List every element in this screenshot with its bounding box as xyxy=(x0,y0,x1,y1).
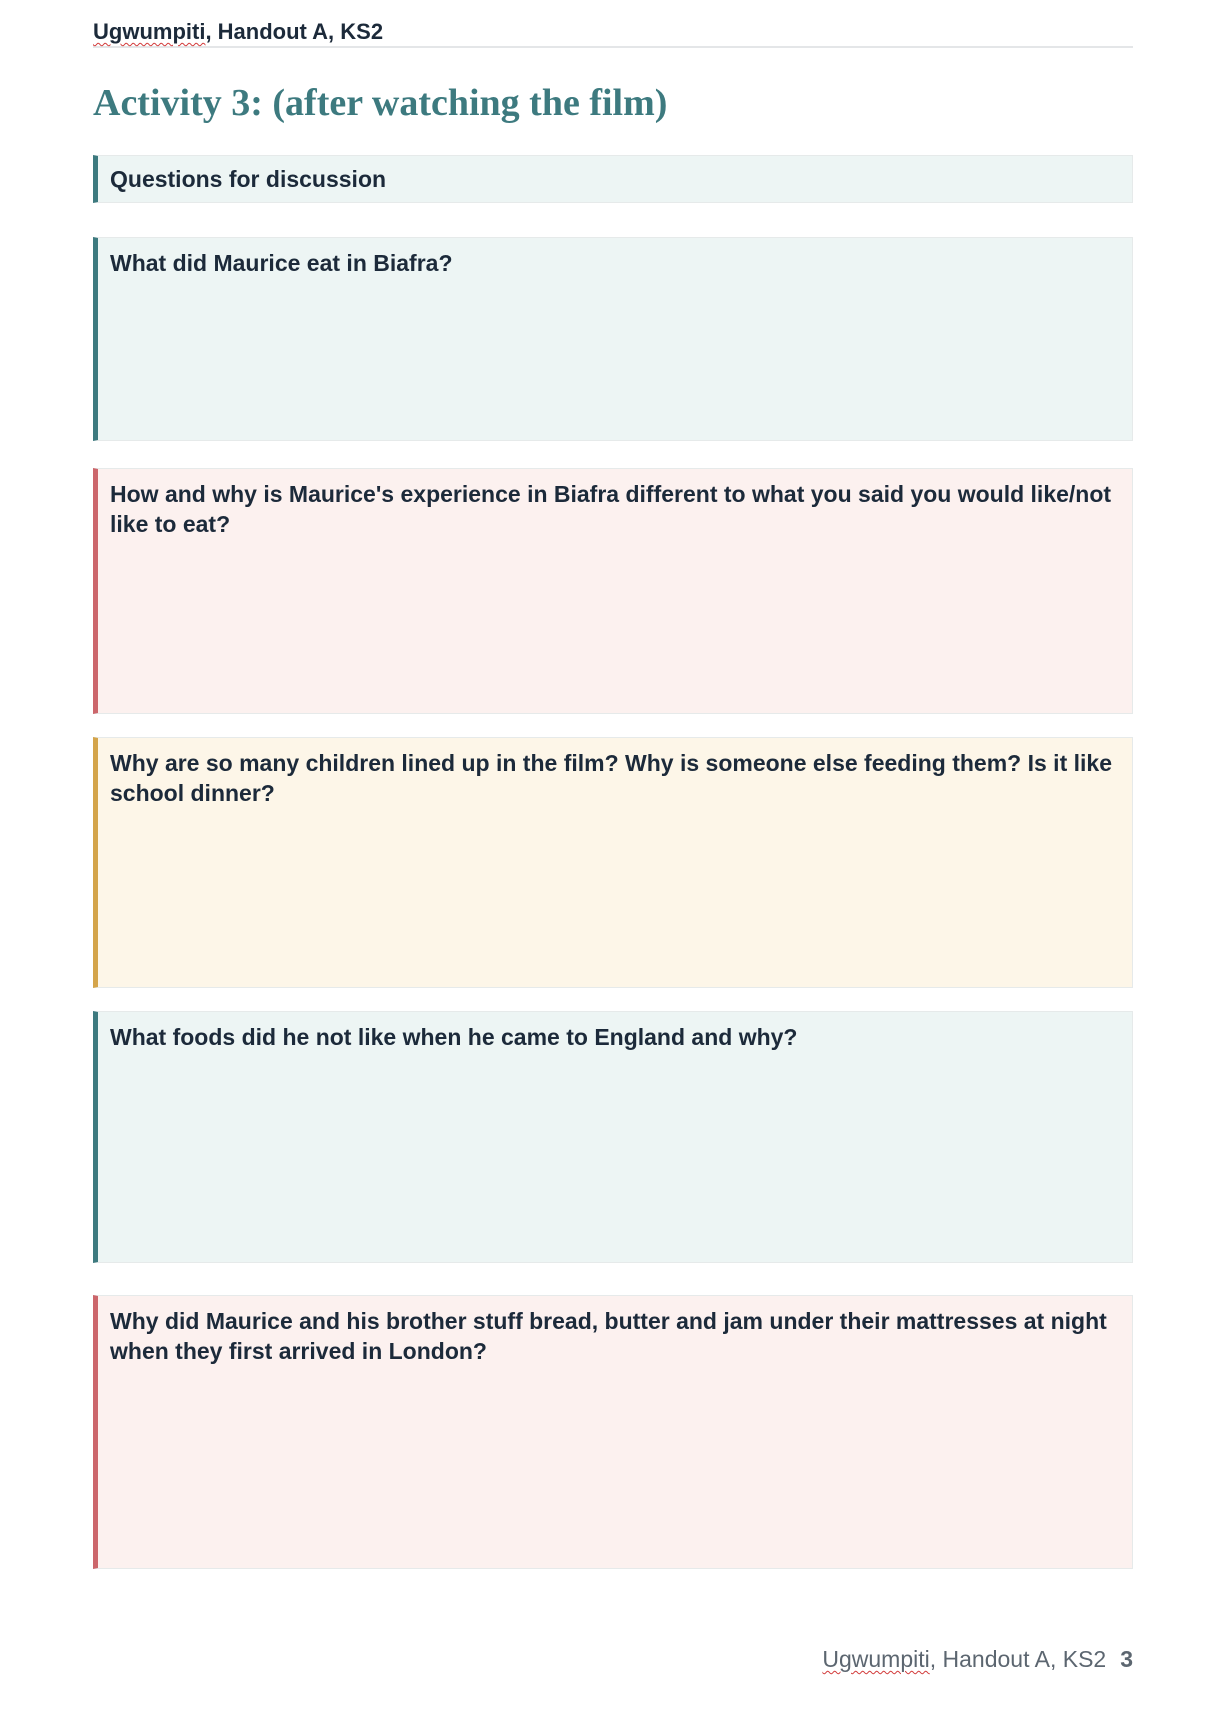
question-box-2[interactable]: How and why is Maurice's experience in Biafra different to what you said you would like/not like to eat? xyxy=(93,468,1133,714)
handout-page xyxy=(93,0,1133,1710)
question-box-3[interactable]: Why are so many children lined up in the film? Why is someone else feeding them? Is it like school dinner? xyxy=(93,737,1133,988)
header-doc-rest: , Handout A, KS2 xyxy=(205,19,384,44)
footer-doc-rest: , Handout A, KS2 xyxy=(929,1646,1107,1672)
section-heading: Questions for discussion xyxy=(93,155,1133,203)
header-doc-name: Ugwumpiti xyxy=(93,19,206,44)
question-box-5[interactable]: Why did Maurice and his brother stuff bread, butter and jam under their mattresses at night when they first arrived in London? xyxy=(93,1295,1133,1569)
question-box-4[interactable]: What foods did he not like when he came to England and why? xyxy=(93,1011,1133,1263)
page-header xyxy=(93,18,1133,48)
page-footer xyxy=(822,1644,1133,1674)
activity-title: Activity 3: (after watching the film) xyxy=(93,82,668,124)
question-box-1[interactable]: What did Maurice eat in Biafra? xyxy=(93,237,1133,441)
page-number: 3 xyxy=(1120,1646,1133,1672)
footer-doc-name: Ugwumpiti xyxy=(822,1646,930,1672)
